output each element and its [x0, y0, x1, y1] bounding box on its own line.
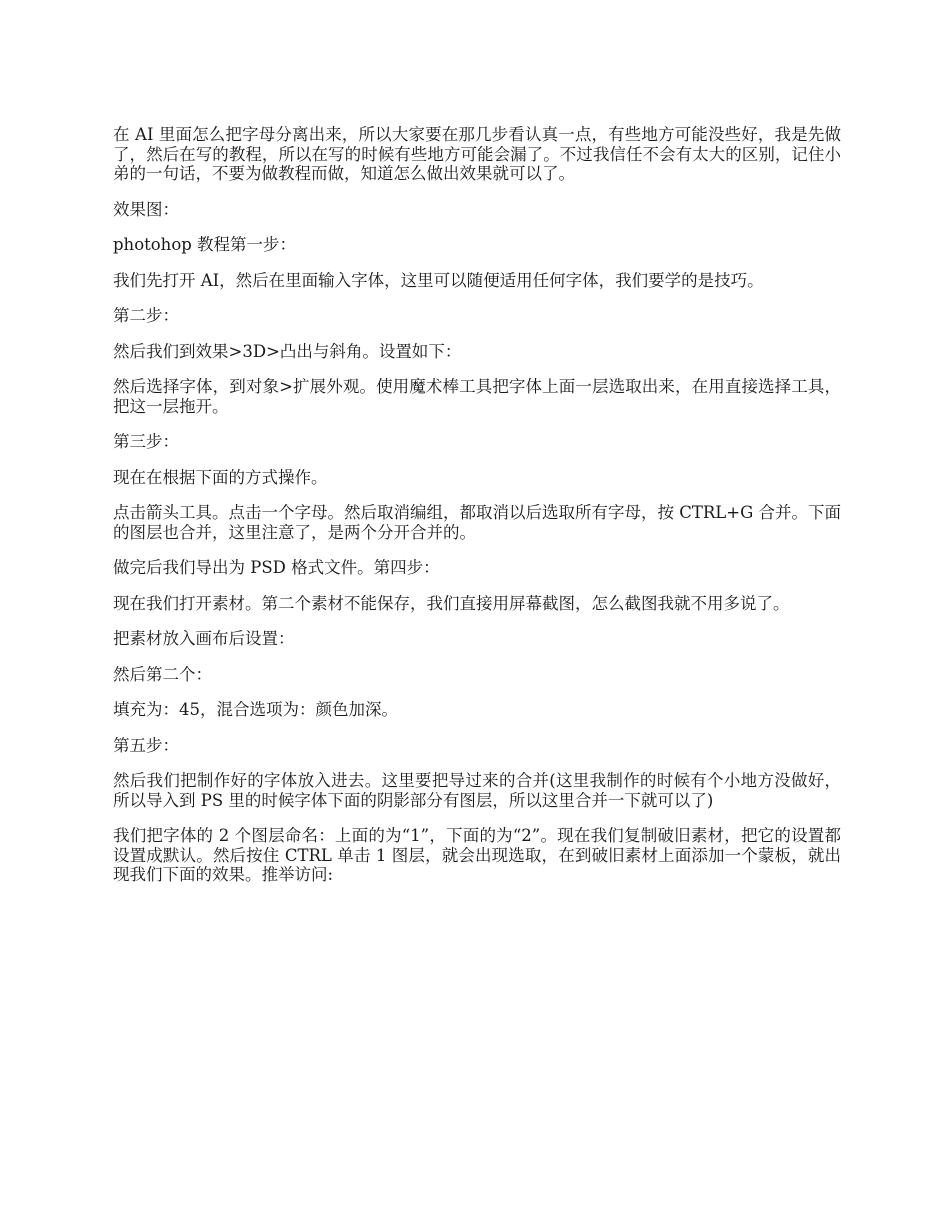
paragraph-step2-heading: 第二步： [113, 306, 179, 325]
paragraph-step4-fill: 填充为：45，混合选项为：颜色加深。 [113, 700, 398, 719]
document-body [113, 125, 841, 901]
paragraph-step4-heading: 做完后我们导出为 PSD 格式文件。第四步： [113, 558, 440, 577]
paragraph-step5-heading: 第五步： [113, 735, 179, 755]
paragraph-step5-text: 然后我们把制作好的字体放入进去。这里要把导过来的合并(这里我制作的时候有个小地方没做好，所以导入到 PS 里的时候字体下面的阴影部分有图层，所以这里合并一下就可以了) [113, 771, 841, 810]
paragraph-step4-second: 然后第二个： [113, 664, 212, 684]
paragraph-step3-text: 现在在根据下面的方式操作。 [113, 467, 328, 487]
paragraph-step2-text: 然后我们到效果>3D>凸出与斜角。设置如下： [113, 341, 462, 361]
paragraph-step5-detail: 我们把字体的 2 个图层命名：上面的为“1”，下面的为“2”。现在我们复制破旧素材，把它的设置都设置成默认。然后按住 CTRL 单击 1 图层，就会出现选取，在到破旧素材上面添加一个蒙板，就出现我们下面的效果。推举访问: [113, 826, 841, 884]
paragraph-effect-heading: 效果图： [113, 199, 179, 219]
paragraph-step2-detail: 然后选择字体，到对象>扩展外观。使用魔术棒工具把字体上面一层选取出来，在用直接选择工具，把这一层拖开。 [113, 377, 841, 416]
paragraph-step1-text: 我们先打开 AI，然后在里面输入字体，这里可以随便适用任何字体，我们要学的是技巧。 [113, 270, 764, 290]
paragraph-step3-heading: 第三步： [113, 432, 179, 451]
paragraph-step4-setting: 把素材放入画布后设置： [113, 629, 295, 648]
paragraph-step3-detail: 点击箭头工具。点击一个字母。然后取消编组，都取消以后选取所有字母，按 CTRL+G 合并。下面的图层也合并，这里注意了，是两个分开合并的。 [113, 503, 842, 542]
paragraph-intro: 在 AI 里面怎么把字母分离出来，所以大家要在那几步看认真一点，有些地方可能没些好，我是先做了，然后在写的教程，所以在写的时候有些地方可能会漏了。不过我信任不会有太大的区别，记住小弟的一句话，不要为做教程而做，知道怎么做出效果就可以了。 [113, 125, 841, 183]
paragraph-step1-heading: photohop 教程第一步： [113, 235, 297, 254]
paragraph-step4-text: 现在我们打开素材。第二个素材不能保存，我们直接用屏幕截图，怎么截图我就不用多说了。 [113, 593, 790, 613]
